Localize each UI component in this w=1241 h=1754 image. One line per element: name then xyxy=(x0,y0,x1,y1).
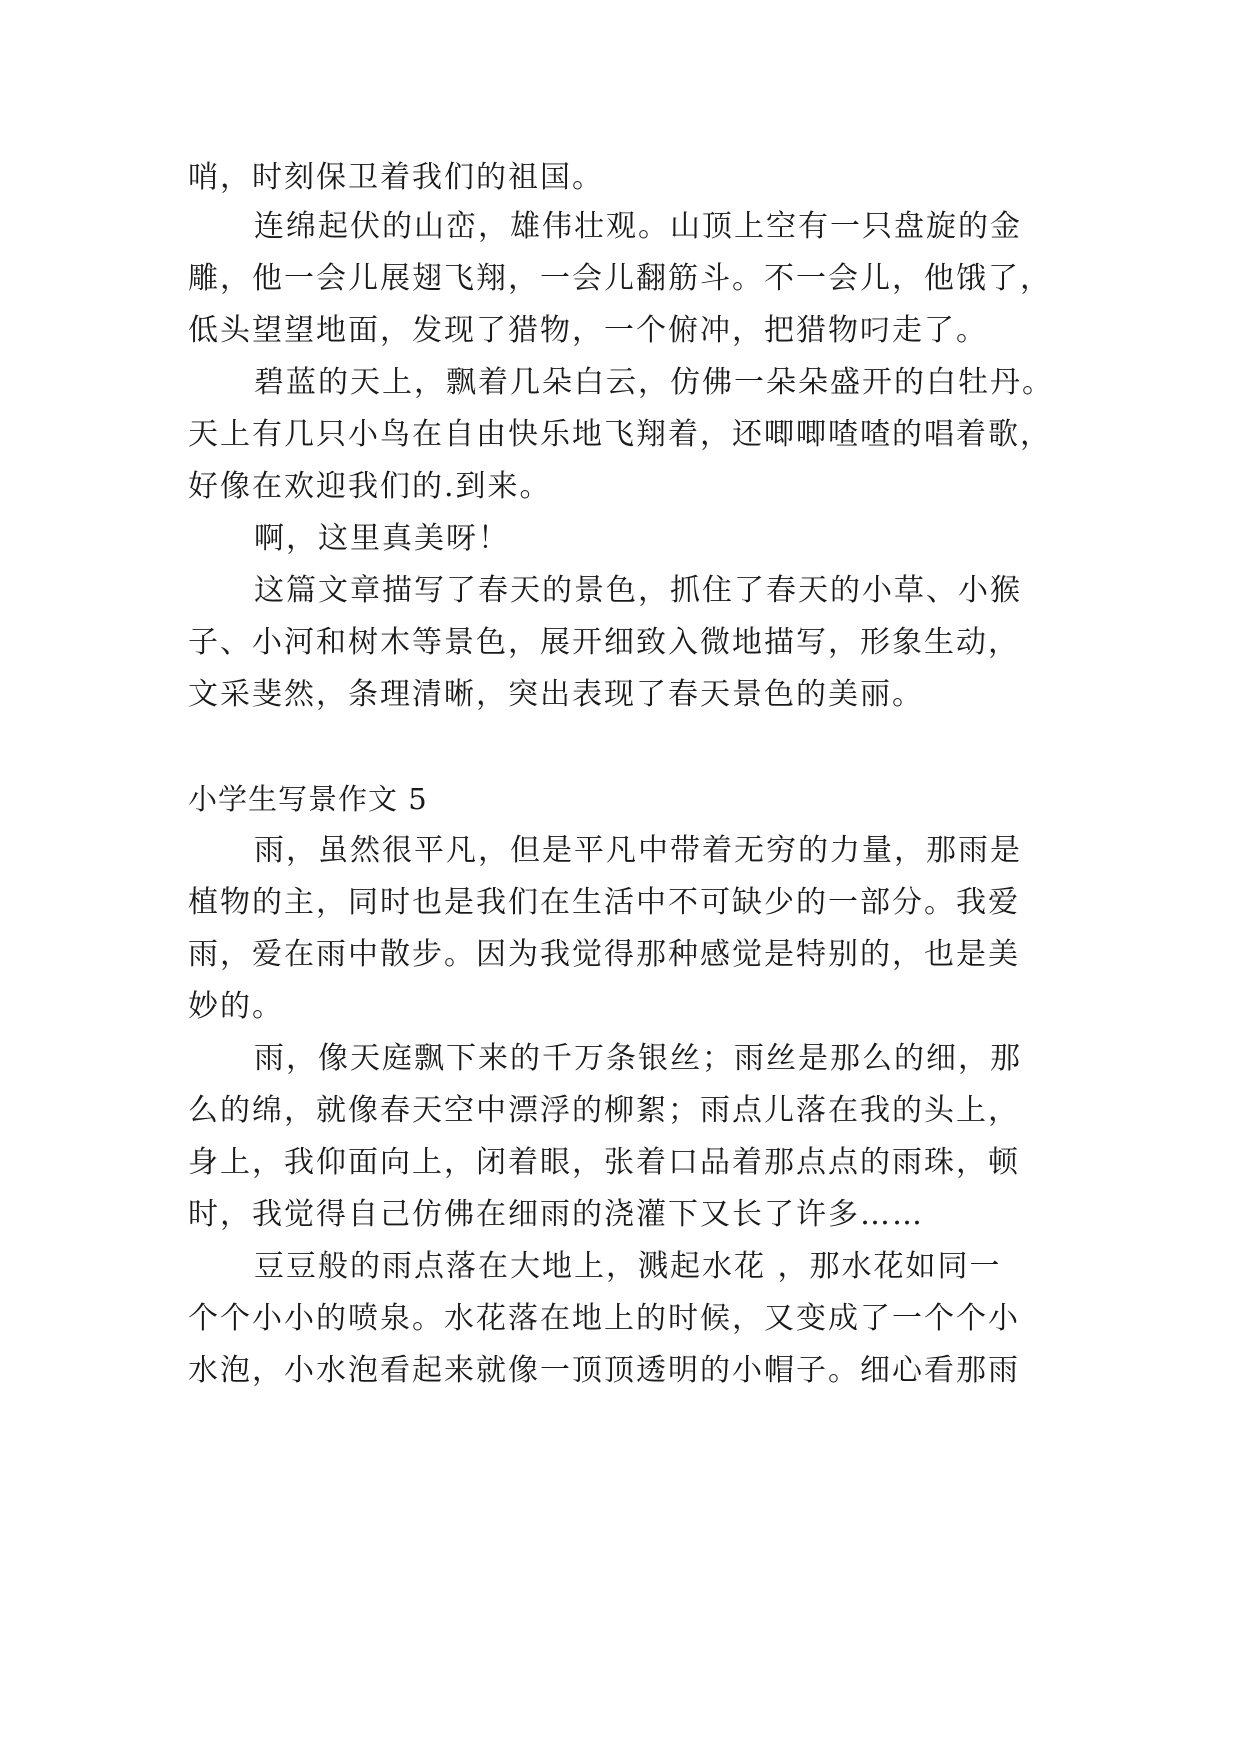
paragraph-line: 雨，爱在雨中散步。因为我觉得那种感觉是特别的，也是美 xyxy=(188,937,1020,972)
paragraph-line: 植物的主，同时也是我们在生活中不可缺少的一部分。我爱 xyxy=(188,885,1020,920)
paragraph-line: 时，我觉得自己仿佛在细雨的浇灌下又长了许多…… xyxy=(188,1197,924,1232)
paragraph-line: 个个小小的喷泉。水花落在地上的时候，又变成了一个个小 xyxy=(188,1301,1020,1336)
paragraph-line: 雕，他一会儿展翅飞翔，一会儿翻筋斗。不一会儿，他饿了， xyxy=(188,261,1052,296)
paragraph-line: 豆豆般的雨点落在大地上，溅起水花 ，那水花如同一 xyxy=(254,1249,1002,1284)
section-heading: 小学生写景作文 5 xyxy=(188,782,428,816)
paragraph-line: 好像在欢迎我们的.到来。 xyxy=(188,469,552,504)
paragraph-line: 低头望望地面，发现了猎物，一个俯冲，把猎物叼走了。 xyxy=(188,313,988,348)
paragraph-line: 子、小河和树木等景色，展开细致入微地描写，形象生动， xyxy=(188,625,1020,660)
paragraph-line: 碧蓝的天上，飘着几朵白云，仿佛一朵朵盛开的白牡丹。 xyxy=(254,365,1054,400)
paragraph-line: 身上，我仰面向上，闭着眼，张着口品着那点点的雨珠，顿 xyxy=(188,1145,1020,1180)
paragraph-line: 这篇文章描写了春天的景色，抓住了春天的小草、小猴 xyxy=(254,573,1022,608)
paragraph-line: 天上有几只小鸟在自由快乐地飞翔着，还唧唧喳喳的唱着歌， xyxy=(188,417,1052,452)
paragraph-line: 水泡，小水泡看起来就像一顶顶透明的小帽子。细心看那雨 xyxy=(188,1353,1020,1388)
paragraph-line: 连绵起伏的山峦，雄伟壮观。山顶上空有一只盘旋的金 xyxy=(254,209,1022,244)
paragraph-line: 雨，虽然很平凡，但是平凡中带着无穷的力量，那雨是 xyxy=(254,833,1022,868)
paragraph-line: 妙的。 xyxy=(188,989,284,1024)
paragraph-line: 哨，时刻保卫着我们的祖国。 xyxy=(188,160,604,195)
paragraph-line: 雨，像天庭飘下来的千万条银丝；雨丝是那么的细，那 xyxy=(254,1041,1022,1076)
paragraph-line: 么的绵，就像春天空中漂浮的柳絮；雨点儿落在我的头上， xyxy=(188,1093,1020,1128)
paragraph-line: 啊，这里真美呀！ xyxy=(254,521,510,556)
paragraph-line: 文采斐然，条理清晰，突出表现了春天景色的美丽。 xyxy=(188,677,924,712)
